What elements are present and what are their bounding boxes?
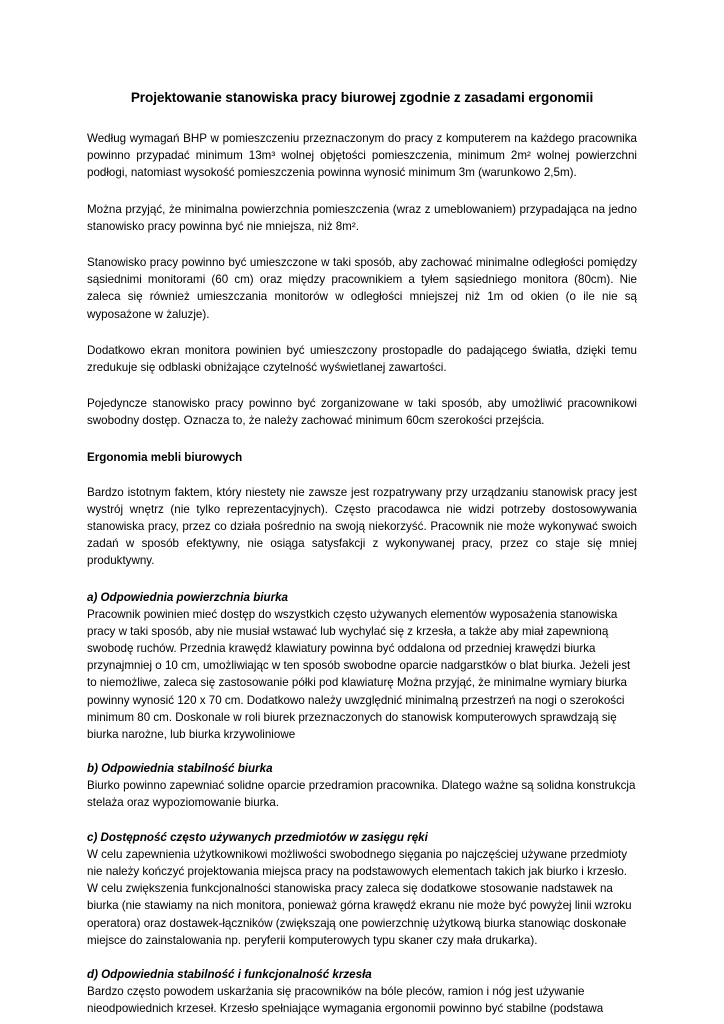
- paragraph-interior-design: Bardzo istotnym faktem, który niestety nie zawsze jest rozpatrywany przy urządzaniu stanowisk pracy jest wystrój wnętrz (nie tylko reprezentacyjnych). Często pracodawca nie widzi potrzeby dostosowywania stanowiska pracy, przez co działa pośrednio na swoją niekorzyść. Pracownik nie może wykonywać swoich zadań w sposób efektywny, nie osiąga satysfakcji z wykonywanej pracy, przez co staje się mniej produktywny.: [87, 485, 637, 568]
- paragraph-screen-orientation: Dodatkowo ekran monitora powinien być umieszczony prostopadle do padającego światła, dzięki temu zredukuje się odblaski obniżające czytelność wyświetlanej zawartości.: [87, 343, 637, 375]
- paragraph-monitor-distances: Stanowisko pracy powinno być umieszczone w taki sposób, aby zachować minimalne odległości pomiędzy sąsiednimi monitorami (60 cm) oraz między pracownikiem a tyłem sąsiedniego monitora (80cm). Nie zaleca się również umieszczania monitorów w odległości mniejszej niż 1m od okien (o ile nie są wyposażone w żaluzje).: [87, 256, 637, 321]
- subheading-furniture-ergonomics: Ergonomia mebli biurowych: [87, 450, 243, 464]
- paragraph-passage-width: Pojedyncze stanowisko pracy powinno być zorganizowane w taki sposób, aby umożliwić pracownikowi swobodny dostęp. Oznacza to, że należy zachować minimum 60cm szerokości przejścia.: [87, 397, 637, 428]
- paragraph-room-requirements: Według wymagań BHP w pomieszczeniu przeznaczonym do pracy z komputerem na każdego pracownika powinno przypadać minimum 13m³ wolnej objętości pomieszczenia, minimum 2m² wolnej powierzchni podłogi, natomiast wysokość pomieszczenia powinna wynosić minimum 3m (warunkowo 2,5m).: [87, 132, 637, 180]
- section-text: Pracownik powinien mieć dostęp do wszystkich często używanych elementów wyposażenia stanowiska pracy w taki sposób, aby nie musiał wstawać lub wychylać się z krzesła, a także aby miał zapewnioną swobodę ruchów. Przednia krawędź klawiatury powinna być oddalona od przedniej krawędzi biurka przynajmniej o 10 cm, umożliwiając w ten sposób swobodne oparcie nadgarstków o blat biurka. Jeżeli jest to niemożliwe, zaleca się zastosowanie półki pod klawiaturę Można przyjąć, że minimalne wymiary biurka powinny wynosić 120 x 70 cm. Dodatkowo należy uwzględnić minimalną przestrzeń na nogi o szerokości minimum 80 cm. Doskonale w roli biurek przeznaczonych do stanowisk komputerowych sprawdzają się biurka narożne, lub biurka krzywoliniowe: [87, 607, 631, 742]
- section-item-accessibility: [87, 829, 637, 949]
- section-desk-surface: [87, 589, 637, 744]
- section-chair-stability: [87, 966, 637, 1017]
- section-heading: c) Dostępność często używanych przedmiotów w zasięgu ręki: [87, 830, 428, 844]
- section-text: W celu zapewnienia użytkownikowi możliwości swobodnego sięgania po najczęściej używane przedmioty nie należy kończyć projektowania miejsca pracy na podstawowych elementach takich jak biurko i krzesło. W celu zwiększenia funkcjonalności stanowiska pracy zaleca się dodatkowe stosowanie nadstawek na biurka (nie stawiamy na nich monitora, ponieważ górna krawędź ekranu nie może być powyżej linii wzroku operatora) oraz dostawek-łączników (zwiększają one powierzchnię użytkową biurka stanowiąc doskonałe miejsce do zainstalowania np. peryferii komputerowych typu skaner czy mała drukarka).: [87, 847, 632, 947]
- section-desk-stability: [87, 760, 637, 811]
- section-text: Biurko powinno zapewniać solidne oparcie przedramion pracownika. Dlatego ważne są solidna konstrukcja stelaża oraz wypoziomowanie biurka.: [87, 779, 636, 810]
- section-heading: d) Odpowiednia stabilność i funkcjonalność krzesła: [87, 967, 372, 981]
- section-heading: b) Odpowiednia stabilność biurka: [87, 762, 273, 776]
- section-text: Bardzo często powodem uskarżania się pracowników na bóle pleców, ramion i nóg jest używanie nieodpowiednich krzeseł. Krzesło spełniające wymagania ergonomii powinno być stabilne (podstawa: [87, 984, 604, 1016]
- document-title: Projektowanie stanowiska pracy biurowej zgodnie z zasadami ergonomii: [130, 90, 594, 105]
- paragraph-min-area: Można przyjąć, że minimalna powierzchnia pomieszczenia (wraz z umeblowaniem) przypadająca na jedno stanowisko pracy powinna być nie mniejsza, niż 8m².: [87, 202, 637, 233]
- section-heading: a) Odpowiednia powierzchnia biurka: [87, 590, 288, 604]
